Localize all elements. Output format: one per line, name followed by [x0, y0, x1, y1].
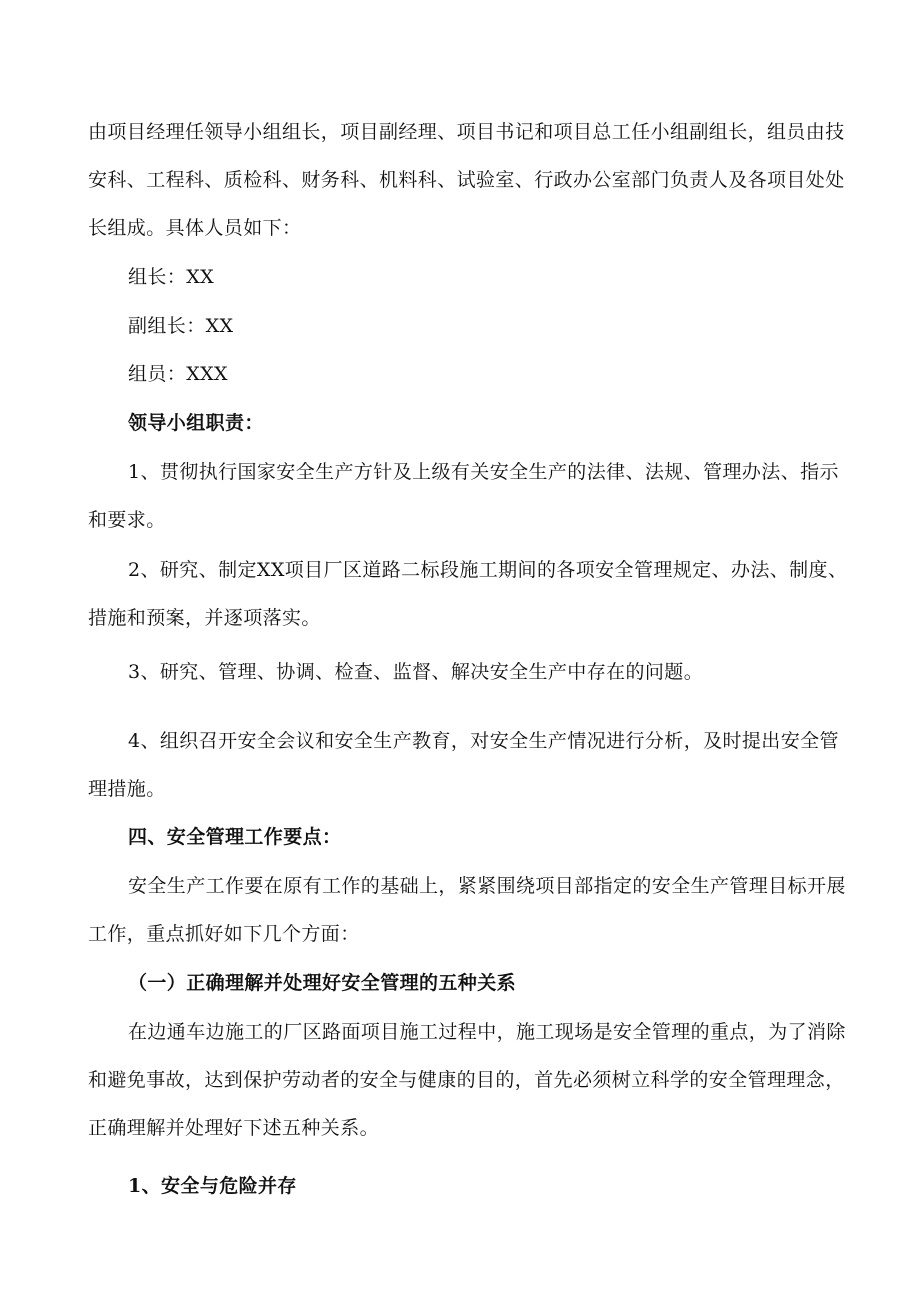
heading-subsection-one: （一）正确理解并处理好安全管理的五种关系 [128, 972, 517, 994]
paragraph-duty-4: 4、组织召开安全会议和安全生产教育，对安全生产情况进行分析，及时提出安全管理措施。 [88, 730, 839, 800]
paragraph-duty-2: 2、研究、制定XX项目厂区道路二标段施工期间的各项安全管理规定、办法、制度、措施和预案，并逐项落实。 [88, 559, 848, 629]
paragraph-duty-1: 1、贯彻执行国家安全生产方针及上级有关安全生产的法律、法规、管理办法、指示和要求。 [88, 461, 839, 531]
paragraph-five-relations: 在边通车边施工的厂区路面项目施工过程中，施工现场是安全管理的重点，为了消除和避免事故，达到保护劳动者的安全与健康的目的，首先必须树立科学的安全管理理念，正确理解并处理好下述五种关系。 [88, 1021, 846, 1139]
paragraph-deputy-leader: 副组长：XX [128, 315, 234, 337]
paragraph-members: 组员：XXX [128, 363, 228, 385]
heading-team-duties: 领导小组职责： [128, 412, 264, 434]
paragraph-team-leader: 组长：XX [128, 266, 215, 288]
paragraph-work-focus: 安全生产工作要在原有工作的基础上，紧紧围绕项目部指定的安全生产管理目标开展工作，重点抓好如下几个方面： [88, 875, 846, 945]
paragraph-team-composition: 由项目经理任领导小组组长，项目副经理、项目书记和项目总工任小组副组长，组员由技安科、工程科、质检科、财务科、机料科、试验室、行政办公室部门负责人及各项目处处长组成。具体人员如下： [88, 121, 845, 239]
heading-section-four: 四、安全管理工作要点： [128, 826, 342, 848]
heading-safety-danger: 1、安全与危险并存 [128, 1175, 297, 1197]
paragraph-duty-3: 3、研究、管理、协调、检查、监督、解决安全生产中存在的问题。 [128, 661, 704, 683]
